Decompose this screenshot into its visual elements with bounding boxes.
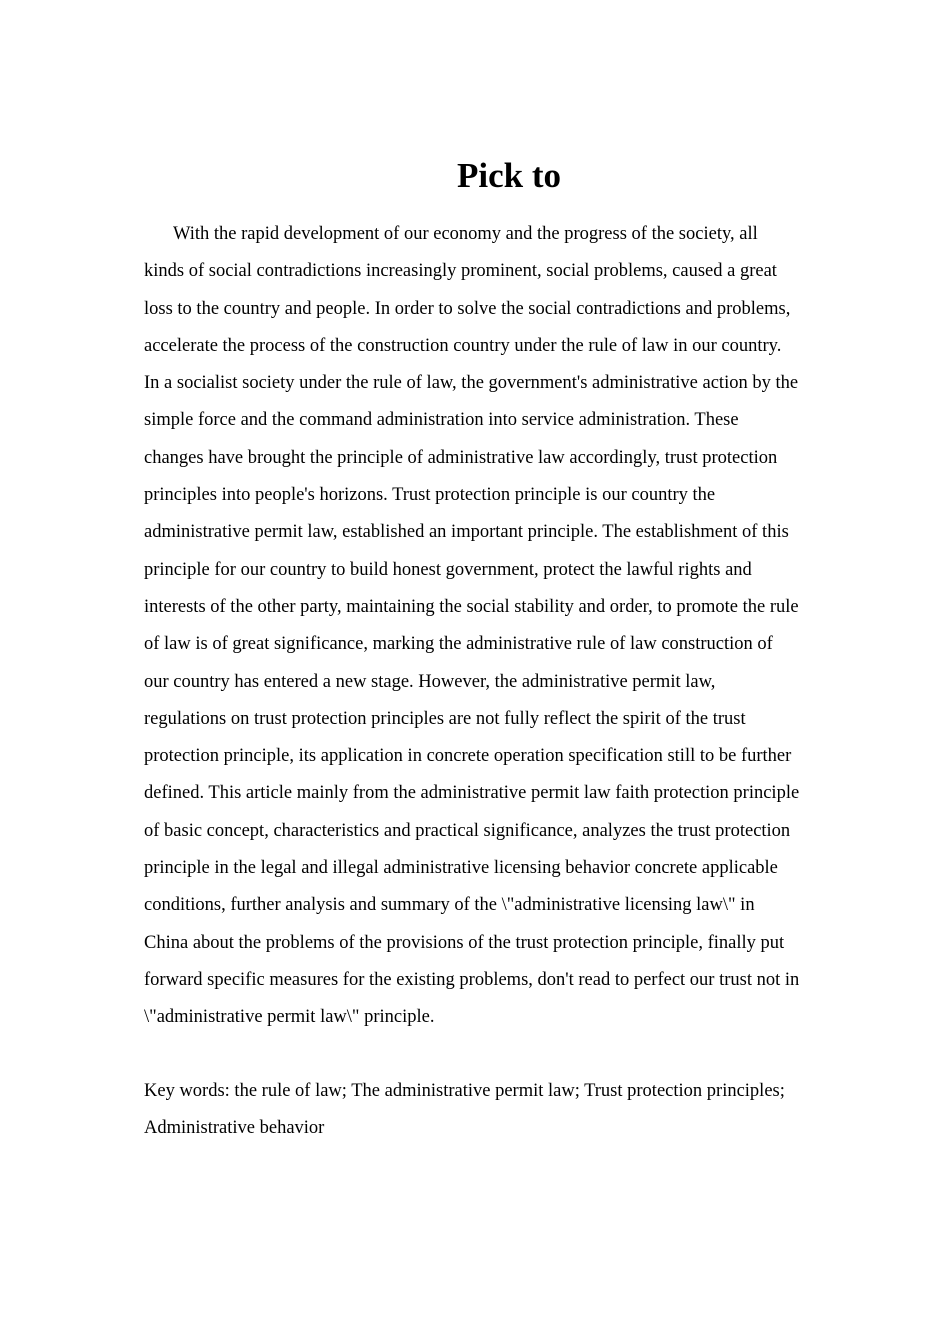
abstract-paragraph: With the rapid development of our economy and the progress of the society, all kinds of social contradictions increasingly prominent, social problems, caused a great loss to the country and people. In order to solve the social contradictions and problems, accelerate the process of the construction country under the rule of law in our country. In a socialist society under the rule of law, the government's administrative action by the simple force and the command administration into service administration. These changes have brought the principle of administrative law accordingly, trust protection principles into people's horizons. Trust protection principle is our country the administrative permit law, established an important principle. The establishment of this principle for our country to build honest government, protect the lawful rights and interests of the other party, maintaining the social stability and order, to promote the rule of law is of great significance, marking the administrative rule of law construction of our country has entered a new stage. However, the administrative permit law, regulations on trust protection principles are not fully reflect the spirit of the trust protection principle, its application in concrete operation specification still to be further defined. This article mainly from the administrative permit law faith protection principle of basic concept, characteristics and practical significance, analyzes the trust protection principle in the legal and illegal administrative licensing behavior concrete applicable conditions, further analysis and summary of the \"administrative licensing law\" in China about the problems of the provisions of the trust protection principle, finally put forward specific measures for the existing problems, don't read to perfect our trust not in \"administrative permit law\" principle. — [144, 224, 800, 1028]
page-title: Pick to — [456, 156, 561, 195]
keywords-paragraph: Key words: the rule of law; The administrative permit law; Trust protection principles; Administrative behavior — [144, 1081, 785, 1139]
